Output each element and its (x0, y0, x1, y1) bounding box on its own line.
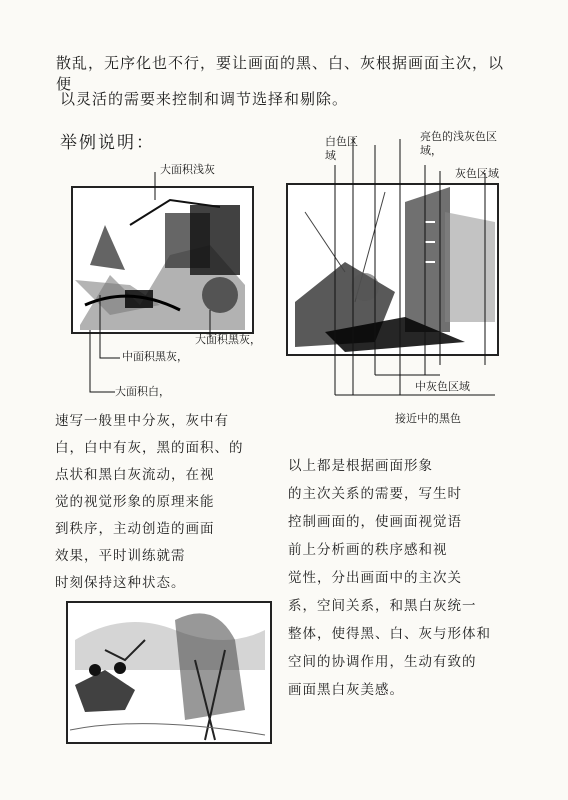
label-mid-gray-area: 中灰色区域 (415, 380, 470, 393)
intro-line-1: 散乱，无序化也不行，要让画面的黑、白、灰根据画面主次，以便 (56, 54, 505, 93)
label-light-gray-area: 亮色的浅灰色区域， (420, 130, 497, 157)
paragraph-right (288, 452, 523, 704)
sketch1-leader-lines (60, 160, 260, 400)
para-right-line-8: 空间的协调作用，生动有致的 (288, 654, 477, 670)
para-right-line-1: 以上都是根据画面形象 (288, 458, 433, 474)
para-right-line-9: 画面黑白灰美感。 (288, 682, 404, 698)
para-left-line-4: 觉的视觉形象的原理来能 (55, 494, 215, 510)
para-left-line-6: 效果，平时训练就需 (55, 548, 186, 564)
paragraph-left (55, 408, 275, 597)
para-left-line-7: 时刻保持这种状态。 (55, 575, 186, 591)
label-near-black: 接近中的黑色 (395, 412, 461, 425)
para-left-line-2: 白，白中有灰，黑的面积、的 (55, 440, 244, 456)
para-right-line-4: 前上分析画的秩序感和视 (288, 542, 448, 558)
para-left-line-5: 到秩序，主动创造的画面 (55, 521, 215, 537)
sketch-landscape-figures (65, 600, 273, 745)
para-right-line-2: 的主次关系的需要，写生时 (288, 486, 462, 502)
para-right-line-5: 觉性，分出画面中的主次关 (288, 570, 462, 586)
para-right-line-7: 整体，使得黑、白、灰与形体和 (288, 626, 491, 642)
section-heading: 举例说明： (60, 133, 155, 153)
para-right-line-3: 控制画面的，使画面视觉语 (288, 514, 462, 530)
label-large-dark-gray: 大面积黑灰， (195, 333, 261, 346)
para-left-line-1: 速写一般里中分灰，灰中有 (55, 413, 229, 429)
label-white-area: 白色区域 (325, 135, 358, 162)
intro-line-2: 以灵活的需要来控制和调节选择和剔除。 (60, 90, 349, 108)
label-gray-area: 灰色区域 (455, 167, 499, 180)
para-right-line-6: 系，空间关系，和黑白灰统一 (288, 598, 477, 614)
label-mid-dark-gray: 中面积黑灰， (122, 350, 188, 363)
para-left-line-3: 点状和黑白灰流动，在视 (55, 467, 215, 483)
label-large-white: 大面积白， (115, 385, 170, 398)
label-large-light-gray: 大面积浅灰 (160, 163, 215, 176)
